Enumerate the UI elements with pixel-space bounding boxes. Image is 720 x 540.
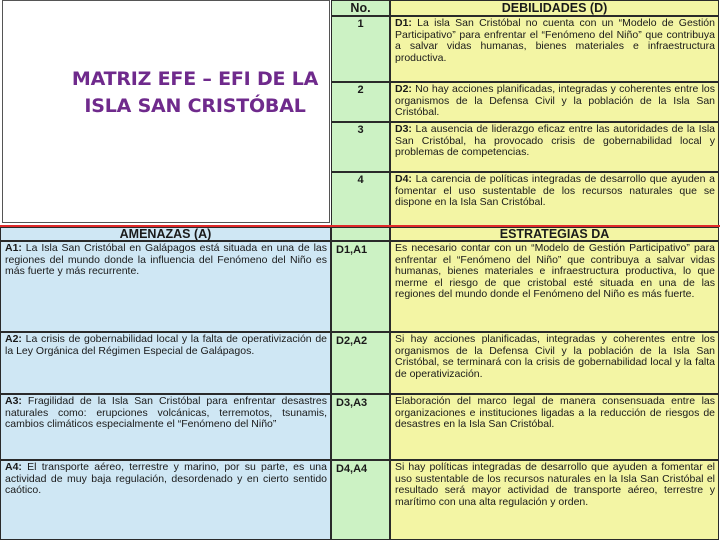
header-estrategias: ESTRATEGIAS DA bbox=[390, 227, 719, 241]
debilidad-1 bbox=[390, 16, 719, 82]
amenaza-text: La crisis de gobernabilidad local y la falta de operativización de la Ley Orgánica del Régimen Especial de Galápagos. bbox=[5, 333, 327, 357]
amenaza-3 bbox=[0, 394, 331, 460]
debilidad-code: D3: bbox=[395, 123, 412, 135]
strategy-2: Si hay acciones planificadas, integradas y coherentes entre los organismos de la Defensa Civil y la población de la Isla San Cristóbal, se terminará con la crisis de gobernabilidad local y la falta de operativización. bbox=[390, 332, 719, 394]
amenaza-code: A4: bbox=[5, 461, 22, 473]
amenaza-text: El transporte aéreo, terrestre y marino, por su parte, es una actividad de muy baja regulación, desordenado y en cierto sentido caótico. bbox=[5, 461, 327, 496]
header-no: No. bbox=[331, 0, 390, 16]
debilidad-4 bbox=[390, 172, 719, 226]
debilidad-3 bbox=[390, 122, 719, 172]
amenaza-2 bbox=[0, 332, 331, 394]
strategy-pair-2: D2,A2 bbox=[331, 332, 390, 394]
strategy-pair-1: D1,A1 bbox=[331, 241, 390, 332]
strategy-1: Es necesario contar con un “Modelo de Gestión Participativo” para enfrentar el “Fenómeno del Niño” que contribuya a salvar vidas humanas, bienes materiales e infraestructura productiva, lo que merme el riesgo de que cristobal esté situada en una de las regiones del mundo donde el Fenómeno del Niño es más fuerte. bbox=[390, 241, 719, 332]
debilidad-text: No hay acciones planificadas, integradas y coherentes entre los organismos de la Defensa Civil y la población de la Isla San Cristóbal. bbox=[395, 83, 715, 118]
debilidad-2 bbox=[390, 82, 719, 122]
amenaza-code: A2: bbox=[5, 333, 22, 345]
debilidad-text: La carencia de políticas integradas de desarrollo que ayuden a fomentar el uso sustentable de los recursos naturales que se dispone en la Isla San Cristóbal. bbox=[395, 173, 715, 208]
amenaza-code: A3: bbox=[5, 395, 22, 407]
header-pair-blank bbox=[331, 227, 390, 241]
page-title: MATRIZ EFE – EFI DE LA ISLA SAN CRISTÓBAL bbox=[71, 68, 319, 117]
amenaza-text: Fragilidad de la Isla San Cristóbal para enfrentar desastres naturales como: erupciones volcánicas, terremotos, tsunamis, cambios climáticos especialmente el “Fenómeno del Niño” bbox=[5, 395, 327, 430]
amenaza-text: La Isla San Cristóbal en Galápagos está situada en una de las regiones del mundo donde la influencia del Fenómeno del Niño es más fuerte y más recurrente. bbox=[5, 242, 327, 277]
debilidad-text: La isla San Cristóbal no cuenta con un “Modelo de Gestión Participativo” para enfrentar el “Fenómeno del Niño” que contribuya a salvar vidas humanas, bienes materiales e infraestructura productiva. bbox=[395, 17, 715, 64]
header-debilidades: DEBILIDADES (D) bbox=[390, 0, 719, 16]
strategy-pair-4: D4,A4 bbox=[331, 460, 390, 540]
debilidad-number-4: 4 bbox=[331, 172, 390, 226]
header-amenazas: AMENAZAS (A) bbox=[0, 227, 331, 241]
debilidad-number-3: 3 bbox=[331, 122, 390, 172]
amenaza-1 bbox=[0, 241, 331, 332]
debilidad-number-2: 2 bbox=[331, 82, 390, 122]
debilidad-text: La ausencia de liderazgo eficaz entre las autoridades de la Isla San Cristóbal, ha provocado crisis de gobernabilidad local y problemas de competencias. bbox=[395, 123, 715, 158]
strategy-3: Elaboración del marco legal de manera consensuada entre las organizaciones e instituciones ligadas a la reducción de riesgos de desastres en la Isla San Cristóbal. bbox=[390, 394, 719, 460]
amenaza-4 bbox=[0, 460, 331, 540]
debilidad-code: D2: bbox=[395, 83, 412, 95]
amenaza-code: A1: bbox=[5, 242, 22, 254]
debilidad-code: D4: bbox=[395, 173, 412, 185]
debilidad-number-1: 1 bbox=[331, 16, 390, 82]
strategy-4: Si hay políticas integradas de desarrollo que ayuden a fomentar el uso sustentable de los recursos naturales en la Isla San Cristóbal el resultado será mayor actividad de transporte aéreo, terrestre y marítimo con una alta regulación y orden. bbox=[390, 460, 719, 540]
debilidad-code: D1: bbox=[395, 17, 412, 29]
strategy-pair-3: D3,A3 bbox=[331, 394, 390, 460]
